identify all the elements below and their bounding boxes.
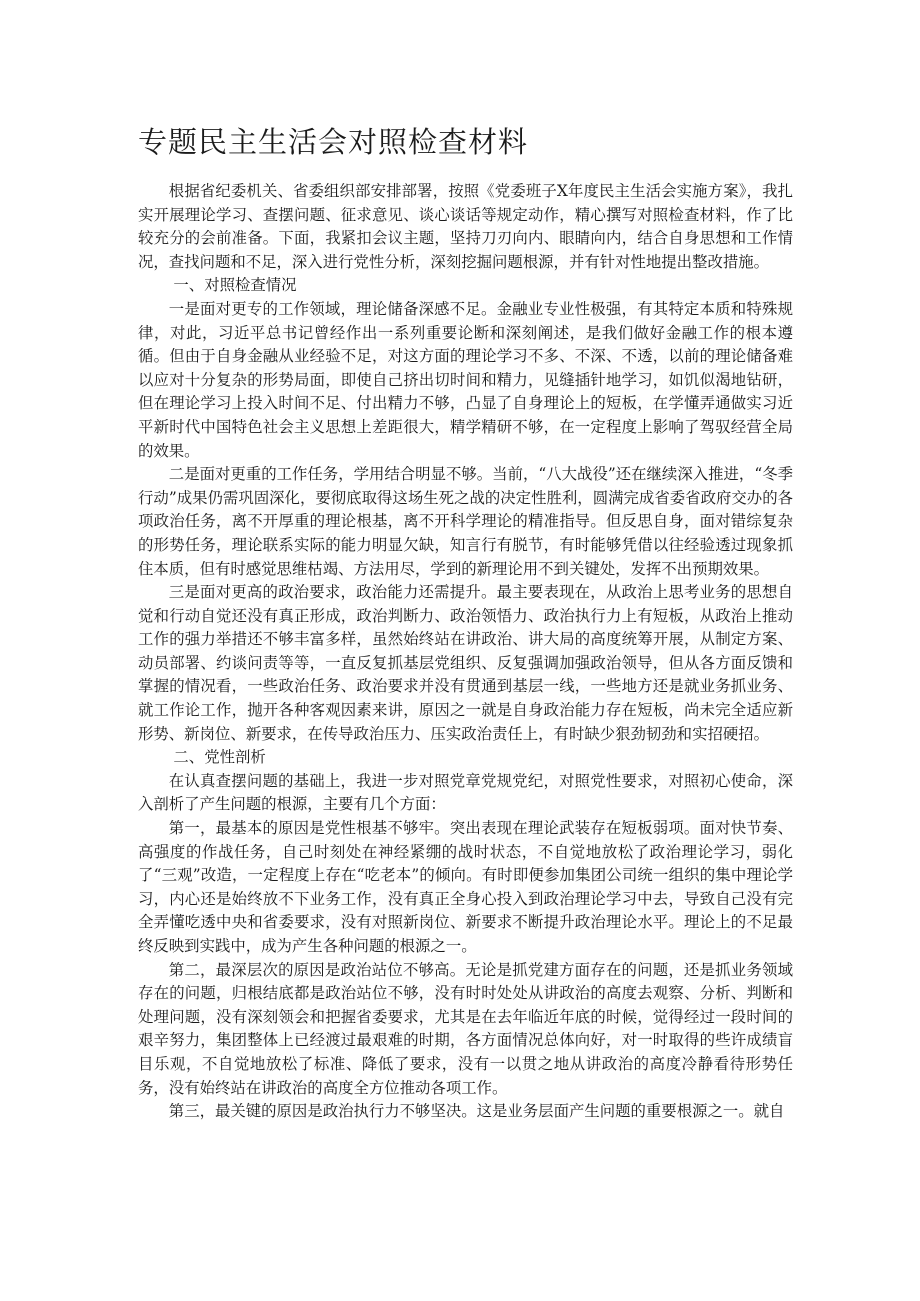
analysis-paragraph-2: 第二，最深层次的原因是政治站位不够高。无论是抓党建方面存在的问题，还是抓业务领域存在的问题，归根结底都是政治站位不够，没有时时处处从讲政治的高度去观察、分析、判断和处理问题，没有深刻领会和把握省委要求，尤其是在去年临近年底的时候，觉得经过一段时间的艰辛努力，集团整体上已经渡过最艰难的时期，各方面情况总体向好，对一时取得的些许成绩盲目乐观，不自觉地放松了标准、降低了要求，没有一以贯之地从讲政治的高度冷静看待形势任务，没有始终站在讲政治的高度全方位推动各项工作。 [138,960,793,1097]
analysis-paragraph-3: 第三，最关键的原因是政治执行力不够坚决。这是业务层面产生问题的重要根源之一。就自 [168,1102,785,1121]
paragraph-point-2: 二是面对更重的工作任务，学用结合明显不够。当前，“八大战役”还在继续深入推进，“冬季行动”成果仍需巩固深化，要彻底取得这场生死之战的决定性胜利，圆满完成省委省政府交办的各项政治任务，离不开厚重的理论根基，离不开科学理论的精准指导。但反思自身，面对错综复杂的形势任务，理论联系实际的能力明显欠缺，知言行有脱节，有时能够凭借以往经验透过现象抓住本质，但有时感觉思维枯竭、方法用尽，学到的新理论用不到关键处，发挥不出预期效果。 [138,465,793,578]
section-heading-2: 二、党性剖析 [173,748,266,767]
analysis-paragraph-1: 第一，最基本的原因是党性根基不够牢。突出表现在理论武装存在短板弱项。面对快节奏、高强度的作战任务，自己时刻处在神经紧绷的战时状态，不自觉地放松了政治理论学习，弱化了“三观”改造，一定程度上存在“吃老本”的倾向。有时即便参加集团公司统一组织的集中理论学习，内心还是始终放不下业务工作，没有真正全身心投入到政治理论学习中去，导致自己没有完全弄懂吃透中央和省委要求，没有对照新岗位、新要求不断提升政治理论水平。理论上的不足最终反映到实践中，成为产生各种问题的根源之一。 [138,819,793,955]
section-heading-1: 一、对照检查情况 [173,276,297,295]
paragraph-point-1: 一是面对更专的工作领域，理论储备深感不足。金融业专业性极强，有其特定本质和特殊规律，对此，习近平总书记曾经作出一系列重要论断和深刻阐述，是我们做好金融工作的根本遵循。但由于自身金融从业经验不足，对这方面的理论学习不多、不深、不透，以前的理论储备难以应对十分复杂的形势局面，即使自己挤出切时间和精力，见缝插针地学习，如饥似渴地钻研，但在理论学习上投入时间不足、付出精力不够，凸显了自身理论上的短板，在学懂弄通做实习近平新时代中国特色社会主义思想上差距很大，精学精研不够，在一定程度上影响了驾驭经营全局的效果。 [138,299,793,460]
analysis-intro-paragraph: 在认真查摆问题的基础上，我进一步对照党章党规党纪，对照党性要求，对照初心使命，深入剖析了产生问题的根源，主要有几个方面： [138,771,793,814]
intro-paragraph: 根据省纪委机关、省委组织部安排部署，按照《党委班子X年度民主生活会实施方案》，我扎实开展理论学习、查摆问题、征求意见、谈心谈话等规定动作，精心撰写对照检查材料，作了比较充分的会前准备。下面，我紧扣会议主题，坚持刀刃向内、眼睛向内，结合自身思想和工作情况，查找问题和不足，深入进行党性分析，深刻挖掘问题根源，并有针对性地提出整改措施。 [138,182,793,271]
document-body [138,180,793,1124]
document-title: 专题民主生活会对照检查材料 [138,125,529,159]
paragraph-point-3: 三是面对更高的政治要求，政治能力还需提升。最主要表现在，从政治上思考业务的思想自觉和行动自觉还没有真正形成，政治判断力、政治领悟力、政治执行力上有短板，从政治上推动工作的强力举措还不够丰富多样，虽然始终站在讲政治、讲大局的高度统筹开展，从制定方案、动员部署、约谈问责等等，一直反复抓基层党组织、反复强调加强政治领导，但从各方面反馈和掌握的情况看，一些政治任务、政治要求并没有贯通到基层一线，一些地方还是就业务抓业务、就工作论工作，抛开各种客观因素来讲，原因之一就是自身政治能力存在短板，尚未完全适应新形势、新岗位、新要求，在传导政治压力、压实政治责任上，有时缺少狠劲韧劲和实招硬招。 [138,583,793,743]
